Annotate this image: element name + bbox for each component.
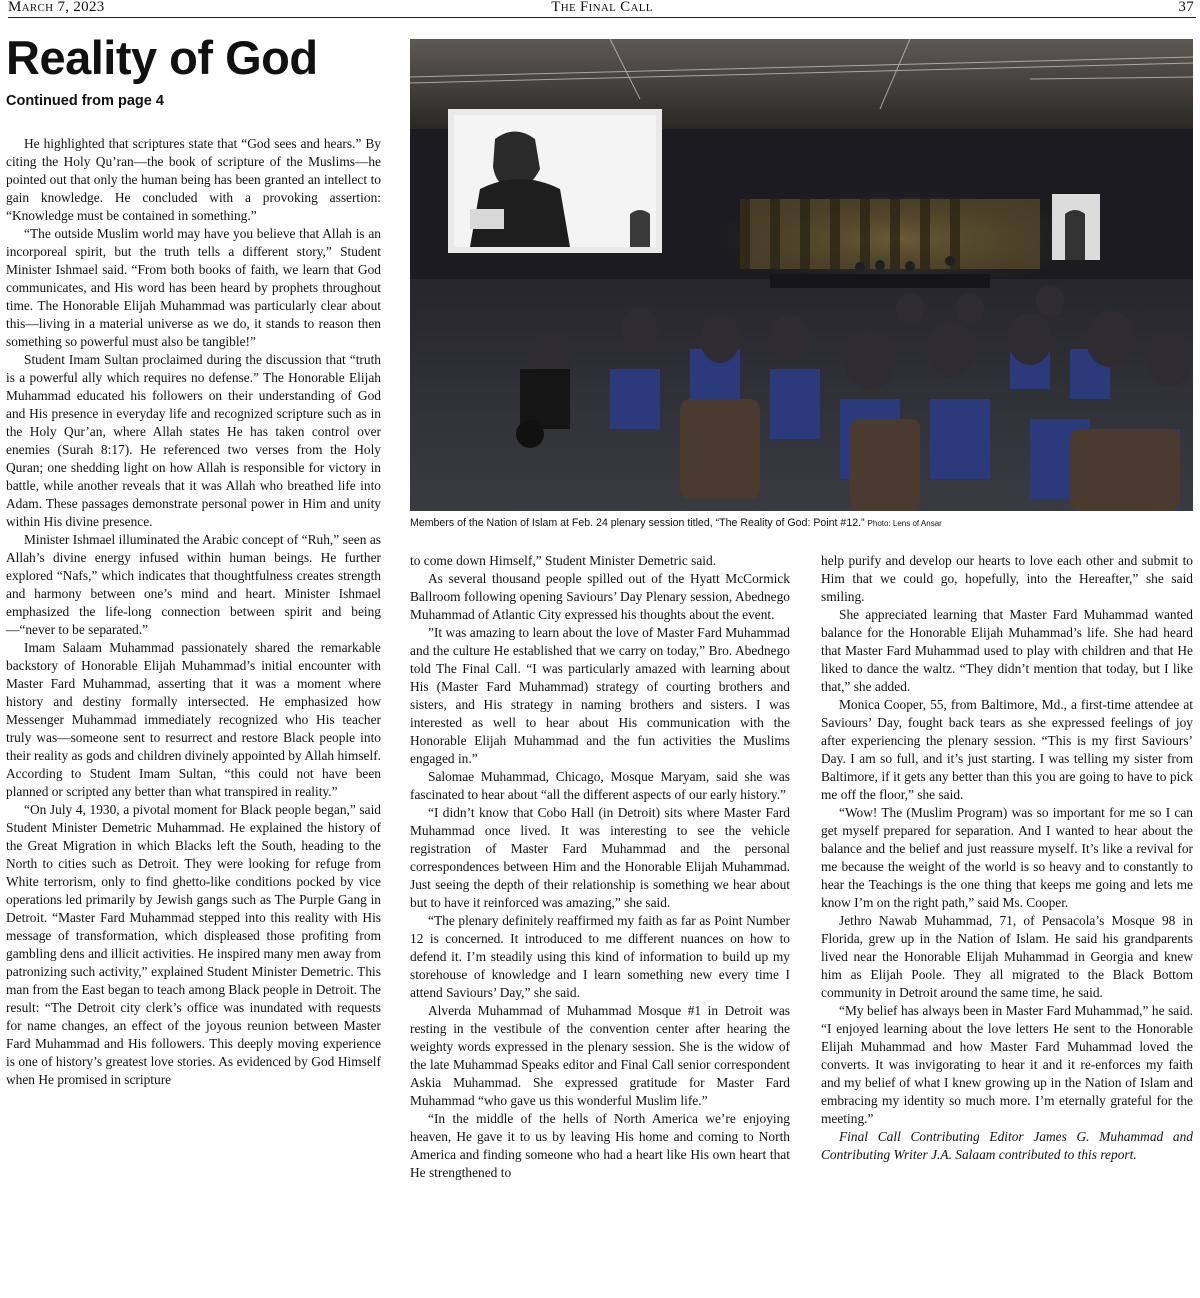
issue-date: March 7, 2023 xyxy=(8,0,105,15)
paragraph: Monica Cooper, 55, from Baltimore, Md., a first-time attendee at Saviours’ Day, fought back tears as she expressed feelings of joy after experiencing the plenary session. “This is my first Saviours’ Day. I am so full, and it’s just starting. I was telling my sister from Baltimore, if it gets any better than this you are going to have to pick me off the floor,” she said. xyxy=(821,697,1193,802)
publication-name: The Final Call xyxy=(551,0,653,15)
paragraph: “The outside Muslim world may have you believe that Allah is an incorporeal spirit, but the truth tells a different story,” Student Minister Ishmael said. “From both books of faith, we learn that God communicates, and His word has been heard by prophets throughout time. The Honorable Elijah Muhammad was particularly clear about this—living in a material universe as we do, it stands to reason then something so powerful must also be tangible!” xyxy=(6,226,381,349)
paragraph: Salomae Muhammad, Chicago, Mosque Maryam, said she was fascinated to hear about “all the different aspects of our early history.” xyxy=(410,769,790,802)
paragraph: to come down Himself,” Student Minister Demetric said. xyxy=(410,553,717,568)
paragraph: Jethro Nawab Muhammad, 71, of Pensacola’s Mosque 98 in Florida, grew up in the Nation of Islam. He said his grandparents lived near the Honorable Elijah Muhammad in Georgia and knew him as Elijah Poole. They all migrated to the Black Bottom community in Detroit around the same time, he said. xyxy=(821,913,1193,1000)
contributor-credit: Final Call Contributing Editor James G. Muhammad and Contributing Writer J.A. Salaam contributed to this report. xyxy=(821,1129,1193,1162)
continued-note: Continued from page 4 xyxy=(6,93,164,109)
caption-text: Members of the Nation of Islam at Feb. 24 plenary session titled, “The Reality of God: Point #12.” xyxy=(410,517,865,529)
paragraph: Imam Salaam Muhammad passionately shared the remarkable backstory of Honorable Elijah Muhammad’s initial encounter with Master Fard Muhammad, asserting that it was a moment where history and destiny formally intersected. He emphasized how Messenger Muhammad immediately recognized who His teacher truly was—someone sent to resurrect and restore Black people into their reality as gods and children divinely appointed by Allah himself. According to Student Imam Sultan, “this could not have been planned or scripted any better than what transpired in reality.” xyxy=(6,640,381,799)
paragraph: “The plenary definitely reaffirmed my faith as far as Point Number 12 is concerned. It introduced to me different nuances on how to defend it. I’m steadily using this kind of information to build up my storehouse of knowledge and I learn something new every time I attend Saviours’ Day,” she said. xyxy=(410,913,790,1000)
paragraph: “I didn’t know that Cobo Hall (in Detroit) sits where Master Fard Muhammad once lived. It was interesting to see the vehicle registration of Master Fard Muhammad and the personal correspondences between Him and the Honorable Elijah Muhammad. Just seeing the depth of their relationship is something we hear about but to have it reinforced was amazing,” she said. xyxy=(410,805,790,910)
page-number: 37 xyxy=(1178,0,1194,15)
photo-credit: Photo: Lens of Ansar xyxy=(867,519,942,528)
paragraph: He highlighted that scriptures state that “God sees and hears.” By citing the Holy Qu’ran—the book of scripture of the Muslims—he pointed out that only the human being has been granted an intellect to gain knowledge. He concluded with a provoking assertion: “Knowledge must be contained in something.” xyxy=(6,136,381,223)
photo-caption xyxy=(410,517,1193,529)
paragraph: Alverda Muhammad of Muhammad Mosque #1 in Detroit was resting in the vestibule of the convention center after hearing the weighty words expressed in the plenary session. She is the widow of the late Muhammad Speaks editor and Final Call senior correspondent Askia Muhammad. She expressed gratitude for Master Fard Muhammad “who gave us this wonderful Muslim life.” xyxy=(410,1003,790,1108)
paragraph: ”It was amazing to learn about the love of Master Fard Muhammad and the culture He established that we carry on today,” Bro. Abednego told The Final Call. “I was particularly amazed with learning about His (Master Fard Muhammad) strategy of courting brothers and sisters, and His strategy in naming brothers and sisters. I was interested as well to hear about His communication with the Honorable Elijah Muhammad and the fun activities the Muslims engaged in.” xyxy=(410,625,790,766)
paragraph: help purify and develop our hearts to love each other and submit to Him that we could go, hopefully, into the Hereafter,” she said smiling. xyxy=(821,553,1193,604)
paragraph: Minister Ishmael illuminated the Arabic concept of “Ruh,” seen as Allah’s divine energy infused within human beings. He further explored “Nafs,” which indicates that thoughtfulness creates strength and harmony between one’s mind and heart. Minister Ishmael emphasized the life-long connection between spirit and being—“never to be separated.” xyxy=(6,532,381,637)
article-column-1 xyxy=(6,135,381,1295)
plenary-session-photo xyxy=(410,39,1193,511)
paragraph: Student Imam Sultan proclaimed during the discussion that “truth is a powerful ally which requires no defense.” The Honorable Elijah Muhammad educated his followers on their understanding of God and His presence in everyday life and recognized scripture such as in the Holy Qur’an, where Allah states He has taken control over enemies (Surah 8:17). He referenced two verses from the Holy Quran; one shedding light on how Allah is responsible for victory in battle, while another reveals that it was Allah who breathed life into Adam. These passages demonstrate personal power in Him and unity within His divine presence. xyxy=(6,352,381,529)
article-column-3 xyxy=(821,552,1193,1296)
paragraph: “My belief has always been in Master Fard Muhammad,” he said. “I enjoyed learning about the love letters He sent to the Honorable Elijah Muhammad and how Master Fard Muhammad loved the converts. It was invigorating to hear it and it re-enforces my faith and my belief of what I knew growing up in the Nation of Islam and embracing my identity so much more. I’m eternally grateful for the meeting.” xyxy=(821,1003,1193,1126)
paragraph: “Wow! The (Muslim Program) was so important for me so I can get myself prepared for separation. And I wanted to hear about the balance and the belief and just reassure myself. It’s like a revival for me because the weight of the world is so heavy and to constantly to hear the Teachings is the one thing that keeps me going and lets me know I’m on the right path,” said Ms. Cooper. xyxy=(821,805,1193,910)
paragraph: “In the middle of the hells of North America we’re enjoying heaven, He gave it to us by leaving His home and coming to North America and finding someone who had a heart like His own heart that He strengthened to xyxy=(410,1111,790,1180)
article-title: Reality of God xyxy=(6,31,318,84)
paragraph: “On July 4, 1930, a pivotal moment for Black people began,” said Student Minister Demetric Muhammad. He explained the history of the Great Migration in which Blacks left the South, heading to the North to cities such as Detroit. They were looking for refuge from White terrorism, only to find ghetto-like conditions pocked by vice operations led primarily by Jewish gangs such as The Purple Gang in Detroit. “Master Fard Muhammad stepped into this reality with His message of transformation, which displeased those profiting from gambling dens and illicit activities. He inspired many men away from patronizing such activity,” explained Student Minister Demetric. This man from the East began to teach among Black people in Detroit. The result: “The Detroit city clerk’s office was inundated with requests for name changes, an effect of the joyous reunion between Master Fard Muhammad and His followers. This deeply moving experience is one of history’s greatest love stories. As evidenced by God Himself when He promised in scripture xyxy=(6,802,381,1087)
photo-illustration xyxy=(410,39,1193,511)
article-column-2 xyxy=(410,552,790,1296)
page-header xyxy=(8,0,1196,18)
paragraph: As several thousand people spilled out of the Hyatt McCormick Ballroom following opening Saviours’ Day Plenary session, Abednego Muhammad of Atlantic City expressed his thoughts about the event. xyxy=(410,571,790,622)
paragraph: She appreciated learning that Master Fard Muhammad wanted balance for the Honorable Elijah Muhammad’s life. She had heard that Master Fard Muhammad used to play with children and that He liked to dance the waltz. “They didn’t mention that today, but I like that,” she added. xyxy=(821,607,1193,694)
